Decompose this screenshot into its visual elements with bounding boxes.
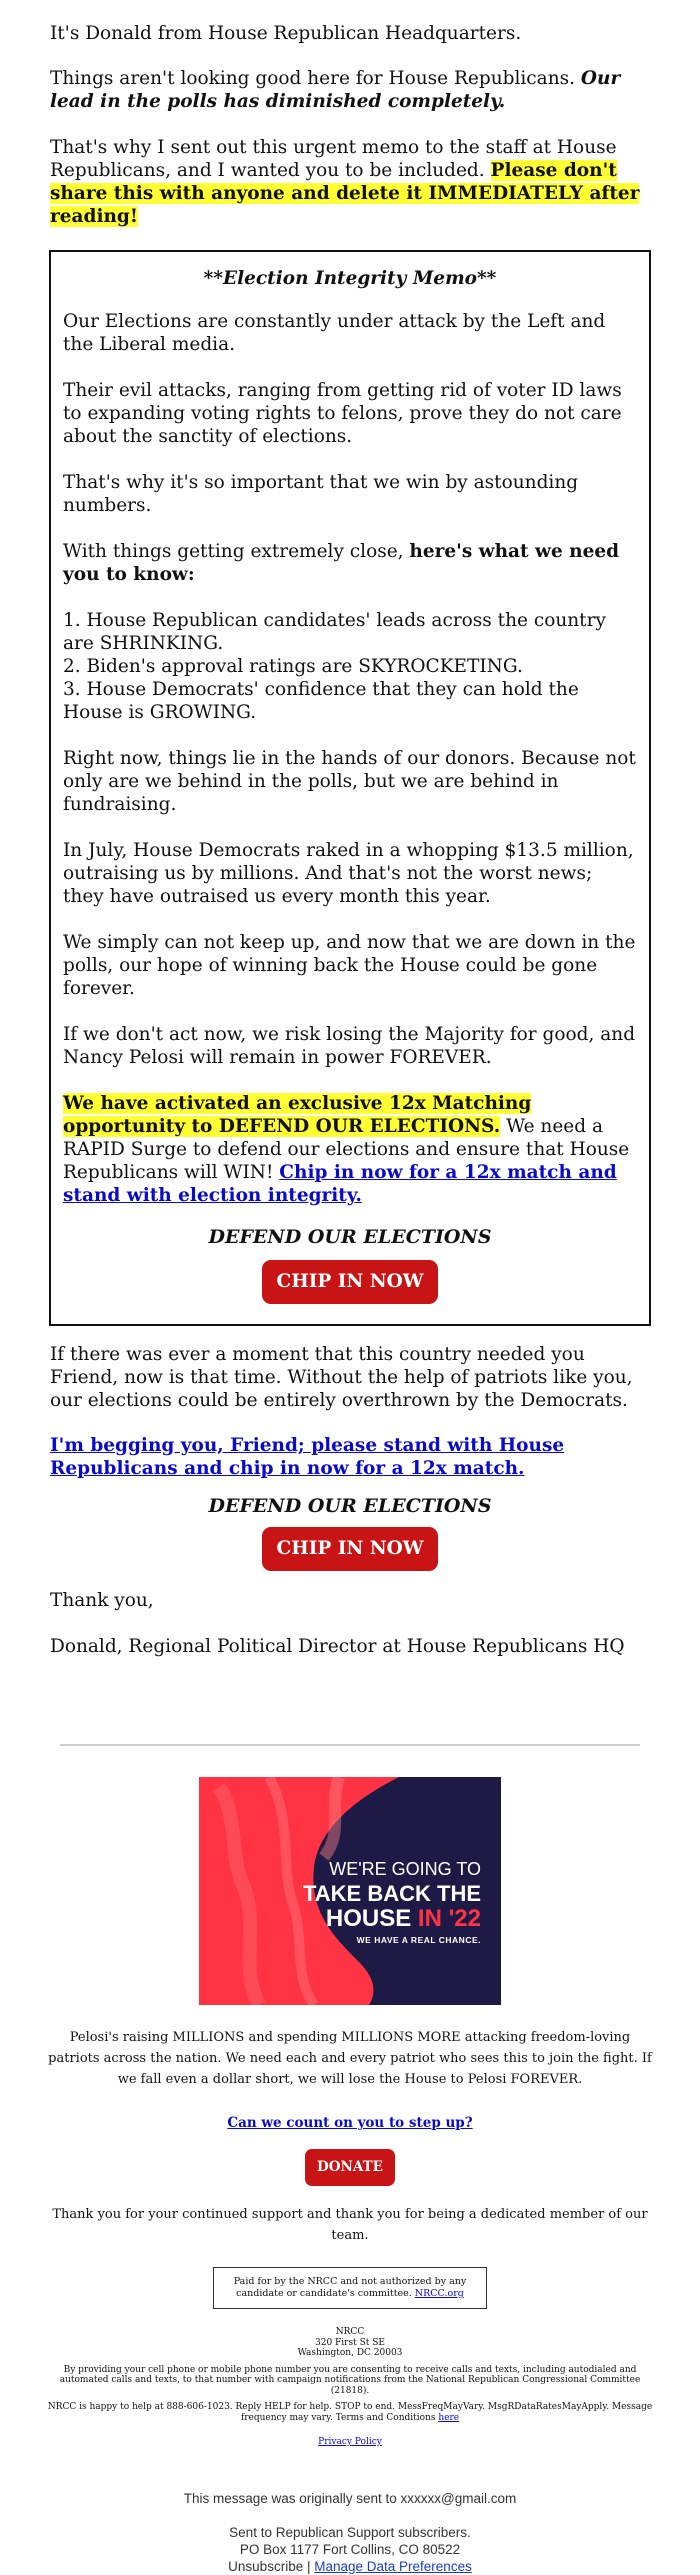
sent-to-text: This message was originally sent to xxxxxx@gmail.com bbox=[183, 2490, 517, 2506]
unsubscribe-link[interactable]: Unsubscribe bbox=[228, 2558, 304, 2574]
memo-list-item: 2. Biden's approval ratings are SKYROCKETING. bbox=[63, 656, 523, 677]
nrcc-link[interactable]: NRCC.org bbox=[414, 2288, 464, 2299]
memo-paragraph: We simply can not keep up, and now that we are down in the polls, our hope of winning back the House could be gone forever. bbox=[63, 932, 636, 999]
memo-paragraph: If we don't act now, we risk losing the Majority for good, and Nancy Pelosi will remain in power FOREVER. bbox=[63, 1024, 636, 1068]
memo-paragraph: In July, House Democrats raked in a whopping $13.5 million, outraising us by millions. And that's not the worst news; they have outraised us every month this year. bbox=[63, 840, 634, 907]
chip-in-button-2[interactable]: CHIP IN NOW bbox=[262, 1527, 437, 1571]
consent-text: By providing your cell phone or mobile phone number you are consenting to receive calls and texts, including autodialed and automated calls and texts, to that number with campaign notifications from the National Republican Congressional Committee (21818). bbox=[59, 2364, 641, 2396]
sent-group-text: Sent to Republican Support subscribers. bbox=[229, 2524, 471, 2540]
signature: Donald, Regional Political Director at House Republicans HQ bbox=[50, 1636, 625, 1657]
memo-list-item: 3. House Democrats' confidence that they can hold the House is GROWING. bbox=[63, 679, 579, 723]
memo-matching-paragraph: We have activated an exclusive 12x Matching opportunity to DEFEND OUR ELECTIONS. We need a RAPID Surge to defend our elections and ensure that House Republicans will WIN! Chip in now for a 12x match and stand with election integrity. bbox=[63, 1093, 630, 1206]
paid-for-disclaimer: Paid for by the NRCC and not authorized by any candidate or candidate's committee. NRCC.org bbox=[213, 2267, 487, 2309]
privacy-paragraph bbox=[45, 2437, 655, 2448]
donate-button[interactable]: DONATE bbox=[305, 2149, 395, 2186]
org-address-2: Washington, DC 20003 bbox=[297, 2348, 403, 2358]
banner-line-2: TAKE BACK THE bbox=[302, 1881, 481, 1906]
banner-line-1: WE'RE GOING TO bbox=[329, 1859, 481, 1879]
org-name: NRCC bbox=[335, 2327, 365, 2337]
org-address-1: 320 First St SE bbox=[315, 2337, 385, 2348]
help-text: NRCC is happy to help at 888-606-1023. Reply HELP for help. STOP to end. MessFreqMayVary. MsgRDataRatesMayApply. Message frequency may vary. Terms and Conditions here bbox=[47, 2402, 653, 2423]
intro-paragraph-2: Things aren't looking good here for House Republicans. Our lead in the polls has diminished completely. bbox=[50, 68, 621, 112]
step-up-link[interactable]: Can we count on you to step up? bbox=[227, 2115, 473, 2131]
intro-emphasis: Our lead in the polls has diminished completely. bbox=[50, 68, 621, 112]
after-paragraph: If there was ever a moment that this country needed you Friend, now is that time. Without the help of patriots like you, our elections could be entirely overthrown by the Democrats. bbox=[50, 1344, 633, 1411]
defend-elections-heading-2: DEFEND OUR ELECTIONS bbox=[208, 1495, 492, 1517]
memo-list bbox=[63, 609, 637, 724]
po-box-text: PO Box 1177 Fort Collins, CO 80522 bbox=[239, 2541, 461, 2557]
intro-paragraph-3: That's why I sent out this urgent memo to the staff at House Republicans, and I wanted you to be included. Please don't share this with anyone and delete it IMMEDIATELY after reading! bbox=[50, 137, 640, 227]
memo-paragraph: That's why it's so important that we win by astounding numbers. bbox=[63, 472, 579, 516]
terms-link[interactable]: here bbox=[438, 2412, 460, 2423]
memo-paragraph: Our Elections are constantly under attack by the Left and the Liberal media. bbox=[63, 311, 606, 355]
intro-highlight: Please don't share this with anyone and delete it IMMEDIATELY after reading! bbox=[50, 160, 640, 227]
privacy-policy-link[interactable]: Privacy Policy bbox=[318, 2437, 382, 2447]
begging-paragraph bbox=[50, 1434, 650, 1480]
memo-title: **Election Integrity Memo** bbox=[203, 268, 497, 289]
memo-paragraph: With things getting extremely close, here's what we need you to know: bbox=[63, 541, 620, 585]
unsubscribe-row: Unsubscribe | Manage Data Preferences bbox=[228, 2558, 472, 2574]
memo-paragraph: Right now, things lie in the hands of our donors. Because not only are we behind in the polls, but we are behind in fundraising. bbox=[63, 748, 636, 815]
footer-paragraph: Pelosi's raising MILLIONS and spending MILLIONS MORE attacking freedom-loving patriots across the nation. We need each and every patriot who sees this to join the fight. If we fall even a dollar short, we will lose the House to Pelosi FOREVER. bbox=[48, 2030, 652, 2087]
step-up-paragraph bbox=[45, 2115, 655, 2131]
election-integrity-memo bbox=[49, 250, 651, 1326]
chip-in-button[interactable]: CHIP IN NOW bbox=[262, 1260, 437, 1304]
manage-preferences-link[interactable]: Manage Data Preferences bbox=[314, 2558, 472, 2574]
footer-thanks: Thank you for your continued support and thank you for being a dedicated member of our team. bbox=[52, 2207, 648, 2243]
begging-link[interactable]: I'm begging you, Friend; please stand with House Republicans and chip in now for a 12x match. bbox=[50, 1435, 565, 1479]
memo-list-item: 1. House Republican candidates' leads across the country are SHRINKING. bbox=[63, 610, 606, 654]
greeting: It's Donald from House Republican Headquarters. bbox=[50, 23, 522, 44]
banner-line-3: HOUSE IN '22 bbox=[325, 1905, 481, 1932]
banner-line-4: WE HAVE A REAL CHANCE. bbox=[356, 1935, 481, 1945]
chip-in-link[interactable]: Chip in now for a 12x match and stand with election integrity. bbox=[63, 1162, 617, 1206]
take-back-house-banner[interactable] bbox=[199, 1777, 501, 2005]
defend-elections-heading: DEFEND OUR ELECTIONS bbox=[208, 1226, 492, 1248]
closing-thanks: Thank you, bbox=[50, 1590, 154, 1611]
memo-paragraph: Their evil attacks, ranging from getting rid of voter ID laws to expanding voting rights to felons, prove they do not care about the sanctity of elections. bbox=[63, 380, 622, 447]
matching-highlight: We have activated an exclusive 12x Matching opportunity to DEFEND OUR ELECTIONS. bbox=[63, 1093, 532, 1137]
